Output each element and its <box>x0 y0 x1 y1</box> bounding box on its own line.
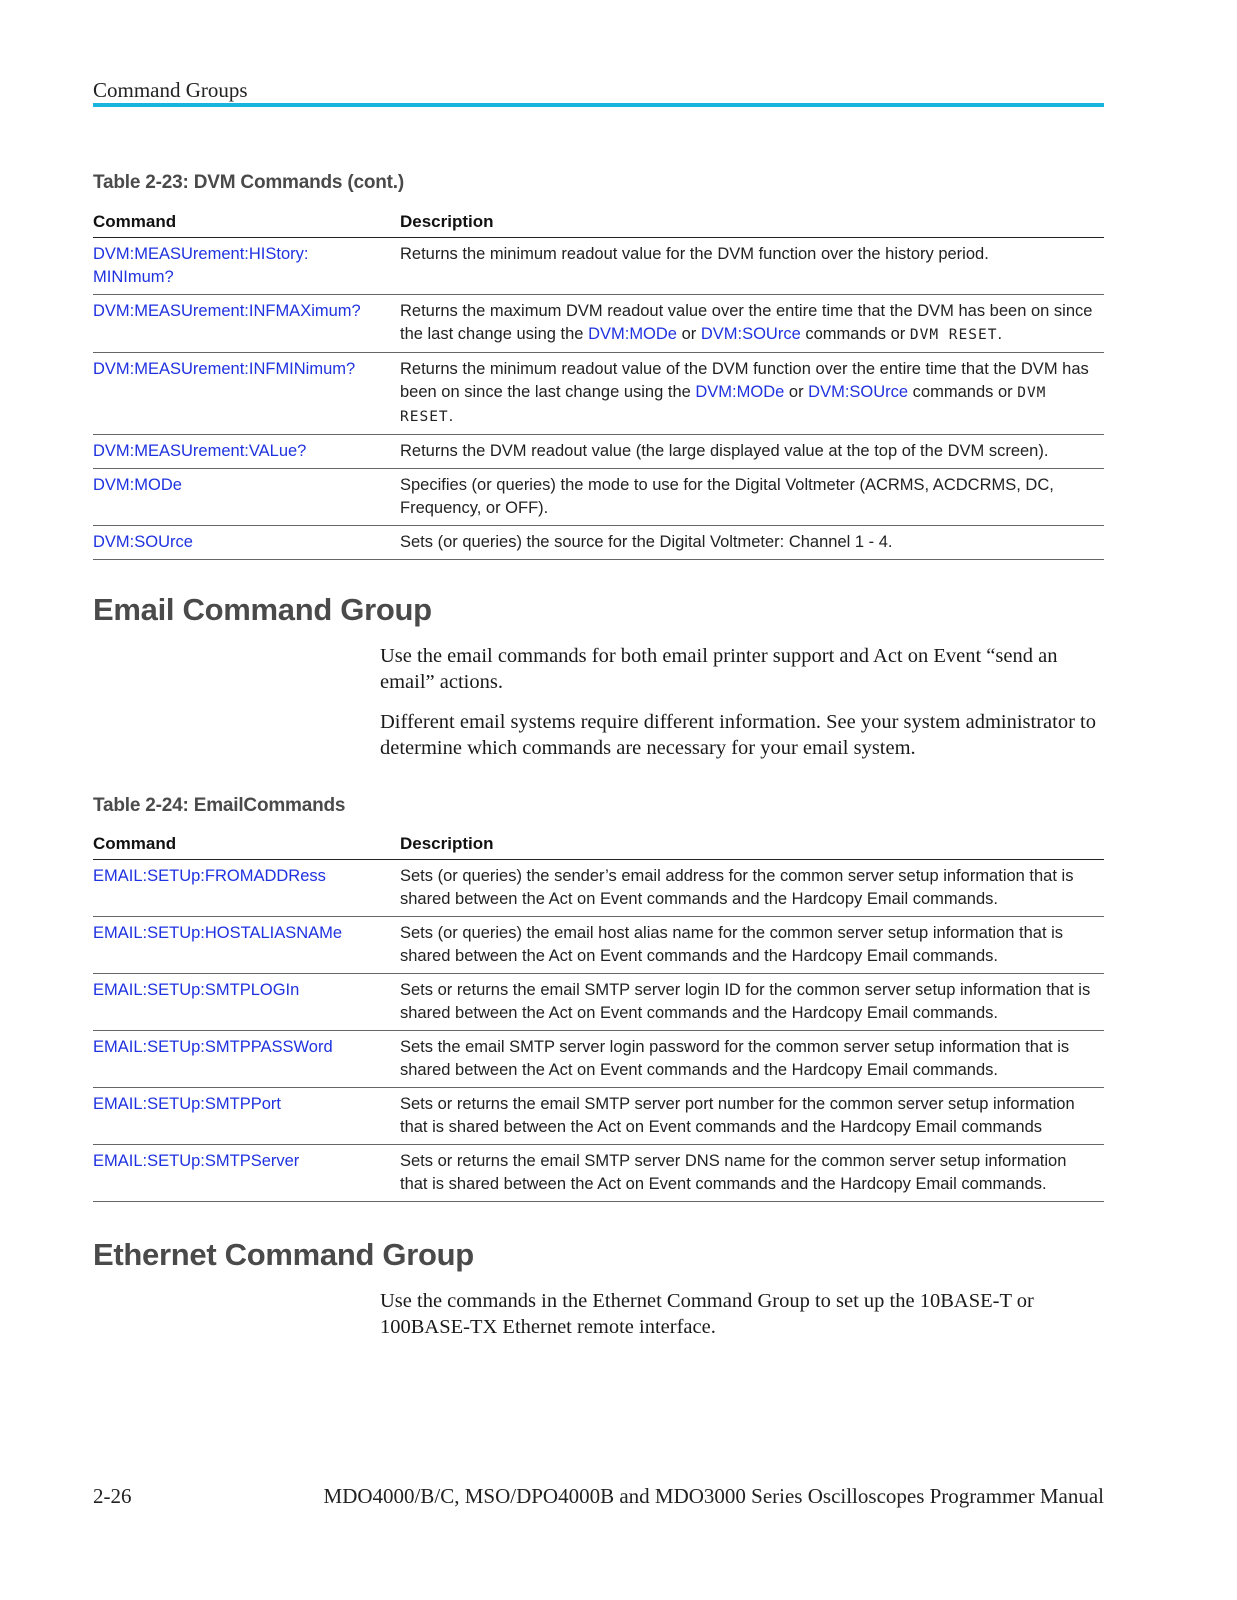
email-section-heading: Email Command Group <box>93 592 432 627</box>
dvm-source-link[interactable]: DVM:SOUrce <box>700 325 801 343</box>
command-link[interactable]: EMAIL:SETUp:SMTPPort <box>93 1088 400 1145</box>
command-link[interactable]: DVM:MODe <box>93 469 400 526</box>
table-row <box>93 238 1104 295</box>
col-header-description: Description <box>400 212 1104 238</box>
command-link[interactable]: EMAIL:SETUp:FROMADDRess <box>93 860 400 917</box>
table-row <box>93 295 1104 353</box>
dvm-table-caption: Table 2-23: DVM Commands (cont.) <box>93 172 405 193</box>
table-row <box>93 1145 1104 1202</box>
dvm-source-link[interactable]: DVM:SOUrce <box>808 383 909 401</box>
running-header: Command Groups <box>93 78 248 102</box>
table-row <box>93 526 1104 560</box>
col-header-command: Command <box>93 212 400 238</box>
command-description: Sets or returns the email SMTP server login ID for the common server setup information that is shared between the Act on Event commands and the Hardcopy Email commands. <box>400 974 1104 1031</box>
table-row <box>93 917 1104 974</box>
command-link[interactable]: EMAIL:SETUp:SMTPPASSWord <box>93 1031 400 1088</box>
command-description: Sets or returns the email SMTP server port number for the common server setup information that is shared between the Act on Event commands and the Hardcopy Email commands <box>400 1088 1104 1145</box>
table-row <box>93 435 1104 469</box>
command-description: Returns the minimum readout value for the DVM function over the history period. <box>400 238 1104 295</box>
dvm-commands-table <box>93 212 1104 560</box>
header-rule <box>93 103 1104 107</box>
table-row <box>93 1031 1104 1088</box>
command-link[interactable]: EMAIL:SETUp:SMTPLOGIn <box>93 974 400 1031</box>
command-link[interactable]: DVM:MEASUrement:INFMAXimum? <box>93 295 400 353</box>
command-description: Returns the maximum DVM readout value over the entire time that the DVM has been on since the last change using the DVM:MODe or DVM:SOUrce commands or DVM RESET. <box>400 295 1104 353</box>
table-row <box>93 860 1104 917</box>
command-description: Sets (or queries) the email host alias name for the common server setup information that is shared between the Act on Event commands and the Hardcopy Email commands. <box>400 917 1104 974</box>
table-header-row <box>93 212 1104 238</box>
page-number: 2-26 <box>93 1484 132 1508</box>
command-description: Sets the email SMTP server login password for the common server setup information that is shared between the Act on Event commands and the Hardcopy Email commands. <box>400 1031 1104 1088</box>
email-commands-table <box>93 834 1104 1202</box>
table-row <box>93 353 1104 435</box>
table-row <box>93 974 1104 1031</box>
command-link[interactable]: DVM:MEASUrement:VALue? <box>93 435 400 469</box>
command-description: Returns the DVM readout value (the large displayed value at the top of the DVM screen). <box>400 435 1104 469</box>
manual-title: MDO4000/B/C, MSO/DPO4000B and MDO3000 Series Oscilloscopes Programmer Manual <box>323 1484 1104 1508</box>
command-link[interactable]: EMAIL:SETUp:SMTPServer <box>93 1145 400 1202</box>
command-link[interactable]: EMAIL:SETUp:HOSTALIASNAMe <box>93 917 400 974</box>
table-row <box>93 1088 1104 1145</box>
dvm-mode-link[interactable]: DVM:MODe <box>588 325 677 343</box>
ethernet-section-heading: Ethernet Command Group <box>93 1237 474 1272</box>
command-link[interactable]: DVM:MEASUrement:HIStory: MINImum? <box>93 238 400 295</box>
col-header-description: Description <box>400 834 1104 860</box>
code-text: DVM RESET <box>909 327 998 343</box>
command-description: Sets (or queries) the source for the Digital Voltmeter: Channel 1 - 4. <box>400 526 1104 560</box>
email-intro-paragraph: Use the email commands for both email printer support and Act on Event “send an email” actions. <box>380 645 1058 693</box>
email-table-caption: Table 2-24: EmailCommands <box>93 795 346 816</box>
col-header-command: Command <box>93 834 400 860</box>
command-link[interactable]: DVM:MEASUrement:INFMINimum? <box>93 353 400 435</box>
command-description: Returns the minimum readout value of the DVM function over the entire time that the DVM has been on since the last change using the DVM:MODe or DVM:SOUrce commands or DVM RESET. <box>400 353 1104 435</box>
ethernet-intro-paragraph: Use the commands in the Ethernet Command Group to set up the 10BASE-T or 100BASE-TX Ethernet remote interface. <box>380 1290 1034 1338</box>
command-link[interactable]: DVM:SOUrce <box>93 526 400 560</box>
command-description: Sets (or queries) the sender’s email address for the common server setup information that is shared between the Act on Event commands and the Hardcopy Email commands. <box>400 860 1104 917</box>
dvm-mode-link[interactable]: DVM:MODe <box>695 383 785 401</box>
command-description: Specifies (or queries) the mode to use for the Digital Voltmeter (ACRMS, ACDCRMS, DC, Frequency, or OFF). <box>400 469 1104 526</box>
email-info-paragraph: Different email systems require different information. See your system administrator to determine which commands are necessary for your email system. <box>380 711 1096 759</box>
command-description: Sets or returns the email SMTP server DNS name for the common server setup information that is shared between the Act on Event commands and the Hardcopy Email commands. <box>400 1145 1104 1202</box>
table-row <box>93 469 1104 526</box>
table-header-row <box>93 834 1104 860</box>
code-text: DVM RESET <box>400 385 1047 425</box>
